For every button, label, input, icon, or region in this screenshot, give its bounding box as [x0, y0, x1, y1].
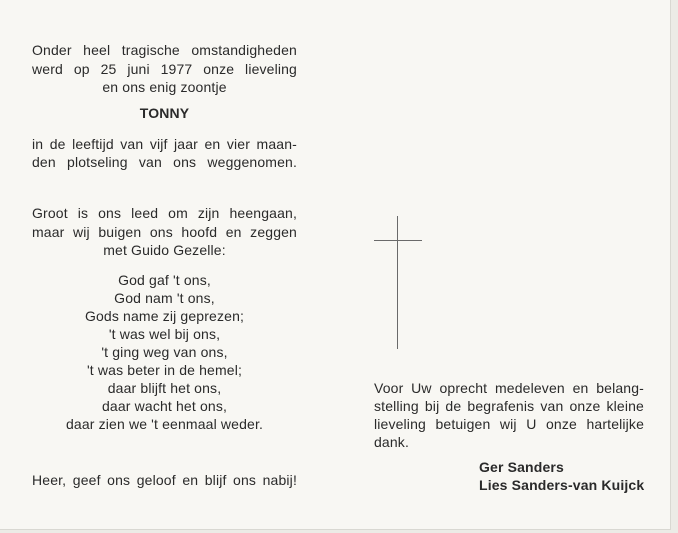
thanks-line-4: dank. — [374, 434, 409, 450]
poem-line: daar blijft het ons, — [107, 380, 222, 396]
poem-line: 't ging weg van ons, — [101, 344, 228, 360]
prayer-line: Heer, geef ons geloof en blijf ons nabij! — [32, 472, 297, 488]
intro-line-3: en ons enig zoontje — [102, 79, 227, 95]
poem-line: God nam 't ons, — [114, 290, 215, 306]
signature-1: Ger Sanders — [479, 459, 564, 475]
grief-line-3: met Guido Gezelle: — [103, 242, 226, 258]
signature-2: Lies Sanders-van Kuijck — [479, 477, 645, 493]
age-line-1: in de leeftijd van vijf jaar en vier maan- — [32, 136, 297, 152]
intro-line-2: werd op 25 juni 1977 onze lieveling — [32, 61, 297, 77]
cross-icon-bar — [374, 240, 422, 241]
grief-line-1: Groot is ons leed om zijn heengaan, — [32, 205, 297, 221]
grief-line-2: maar wij buigen ons hoofd en zeggen — [32, 224, 297, 240]
poem-line: 't was beter in de hemel; — [86, 362, 243, 378]
deceased-name: TONNY — [139, 105, 190, 121]
cross-icon — [397, 216, 398, 349]
poem-line: daar wacht het ons, — [101, 398, 228, 414]
age-line-2: den plotseling van ons weggenomen. — [32, 154, 297, 170]
poem-line: Gods name zij geprezen; — [84, 308, 245, 324]
thanks-line-2: stelling bij de begrafenis van onze kleine — [374, 398, 644, 414]
thanks-line-3: lieveling betuigen wij U onze hartelijke — [374, 416, 644, 432]
poem-line: God gaf 't ons, — [118, 272, 211, 288]
thanks-line-1: Voor Uw oprecht medeleven en belang- — [374, 380, 644, 396]
poem-line: 't was wel bij ons, — [108, 326, 221, 342]
intro-line-1: Onder heel tragische omstandigheden — [32, 42, 297, 58]
poem-line: daar zien we 't eenmaal weder. — [65, 416, 264, 432]
